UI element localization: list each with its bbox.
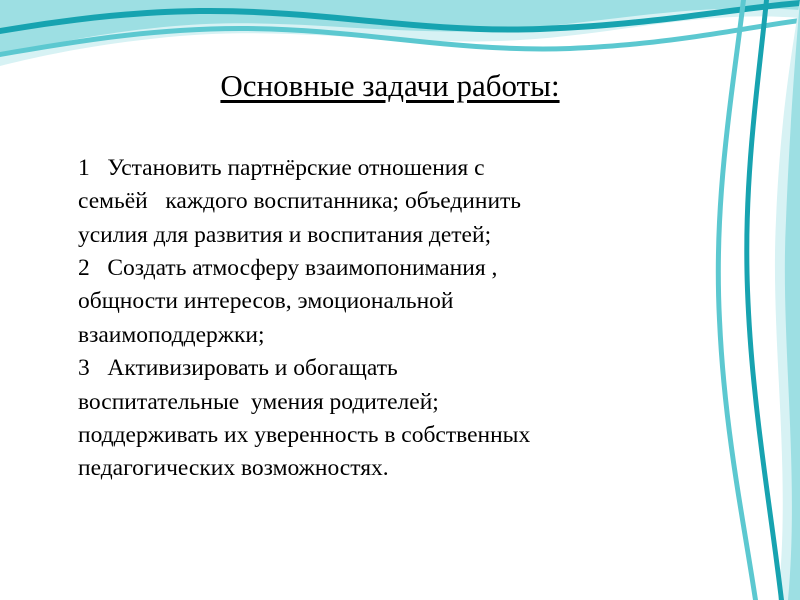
body-line: поддерживать их уверенность в собственных — [78, 421, 531, 448]
page-title: Основные задачи работы: — [220, 68, 560, 103]
body-line: 1 Установить партнёрские отношения с — [78, 155, 485, 181]
body-line: 3 Активизировать и обогащать — [78, 355, 398, 382]
body-line: общности интересов, эмоциональной — [78, 288, 454, 315]
body-line: взаимоподдержки; — [78, 321, 265, 348]
body-line: педагогических возможностях. — [78, 455, 389, 482]
body-line: семьёй каждого воспитанника; объединить — [78, 188, 522, 215]
body-line: воспитательные умения родителей; — [78, 388, 439, 415]
body-line: усилия для развития и воспитания детей; — [78, 221, 492, 248]
body-text-block — [78, 152, 738, 486]
body-line: 2 Создать атмосферу взаимопонимания , — [78, 255, 498, 282]
